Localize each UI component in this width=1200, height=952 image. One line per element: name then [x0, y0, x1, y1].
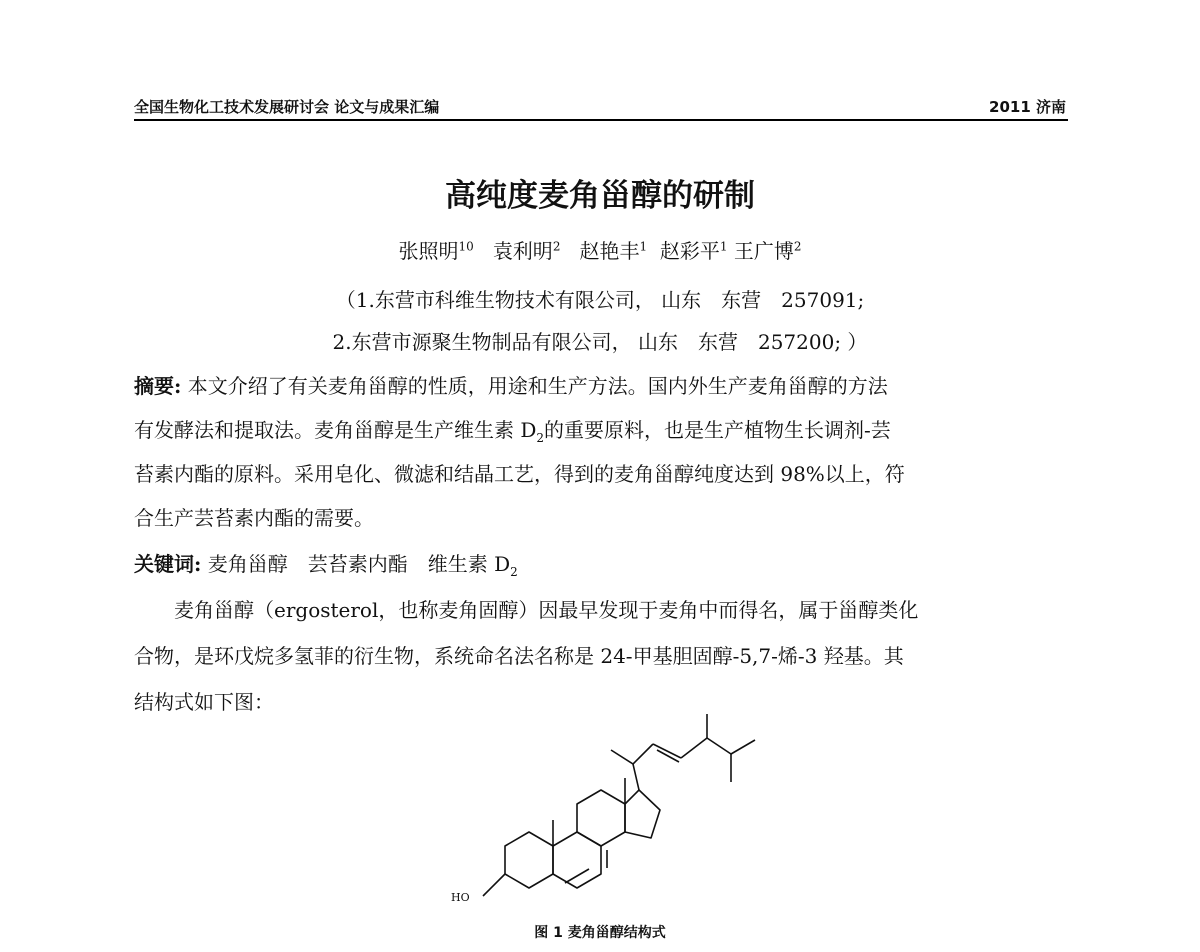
affiliation-1: （1.东营市科维生物技术有限公司， 山东 东营 257091;	[335, 288, 865, 312]
abstract-line: 合生产芸苔素内酯的需要。	[134, 506, 374, 530]
paper-title: 高纯度麦角甾醇的研制	[445, 178, 755, 214]
ring-a	[505, 832, 553, 888]
author: 赵彩平	[659, 239, 720, 263]
author: 袁利明	[492, 239, 553, 263]
ring-b	[553, 832, 601, 888]
author-mark: 2	[793, 239, 802, 254]
figure-caption: 图 1 麦角甾醇结构式	[534, 925, 666, 941]
header-rule	[134, 119, 1068, 121]
running-header-left: 全国生物化工技术发展研讨会 论文与成果汇编	[134, 98, 440, 116]
methyl-21	[611, 750, 633, 764]
keywords-text: 麦角甾醇 芸苔素内酯 维生素 D	[201, 552, 511, 576]
author: 王广博	[733, 239, 794, 263]
abstract-line: 有发酵法和提取法。麦角甾醇是生产维生素 $D_2$的重要原料，也是生产植物生长调剂-芸	[134, 418, 891, 445]
body-line: 结构式如下图：	[134, 690, 274, 714]
double-bond-5-6	[565, 869, 589, 883]
hydroxyl-label: HO	[451, 891, 470, 904]
abstract-line: 苔素内酯的原料。采用皂化、微滤和结晶工艺，得到的麦角甾醇纯度达到 98%以上，符	[134, 462, 905, 486]
author-mark: 2	[552, 239, 561, 254]
keywords-label: 关键词:	[134, 552, 202, 576]
author: 张照明	[398, 239, 459, 263]
author-mark: 1	[719, 239, 728, 254]
abstract-text: 本文介绍了有关麦角甾醇的性质，用途和生产方法。国内外生产麦角甾醇的方法	[181, 374, 888, 398]
keywords-line: 关键词: 麦角甾醇 芸苔素内酯 维生素 $D_2$	[134, 552, 518, 579]
author: 赵艳丰	[579, 239, 640, 263]
ring-d	[625, 790, 660, 838]
ring-c	[577, 790, 625, 846]
affiliation-2: 2.东营市源聚生物制品有限公司， 山东 东营 257200; ）	[332, 330, 868, 354]
side-chain-c20	[633, 764, 639, 790]
hydroxyl-bond	[483, 874, 505, 896]
author-line	[0, 235, 1200, 264]
running-header-right: 2011 济南	[989, 98, 1066, 116]
ergosterol-structure-figure	[425, 710, 785, 920]
abstract-label: 摘要:	[134, 374, 182, 398]
author-mark: 10	[458, 239, 474, 254]
author-mark: 1	[639, 239, 648, 254]
body-line: 麦角甾醇（ergosterol，也称麦角固醇）因最早发现于麦角中而得名，属于甾醇类化	[134, 598, 919, 622]
abstract-line	[134, 370, 1064, 399]
body-line: 合物，是环戊烷多氢菲的衍生物，系统命名法名称是 24-甲基胆固醇-5,7-烯-3 羟基。其	[134, 644, 904, 668]
